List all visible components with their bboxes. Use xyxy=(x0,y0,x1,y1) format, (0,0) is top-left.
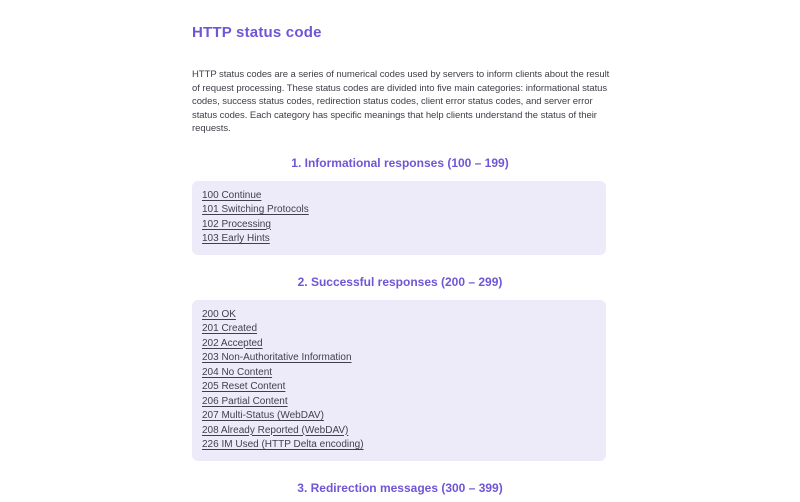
status-code-link[interactable]: 226 IM Used (HTTP Delta encoding) xyxy=(202,439,364,450)
status-code-link[interactable]: 205 Reset Content xyxy=(202,381,286,392)
status-list-informational xyxy=(192,181,606,255)
status-code-link[interactable]: 103 Early Hints xyxy=(202,233,270,244)
section-heading-informational: 1. Informational responses (100 – 199) xyxy=(291,155,509,170)
webpage xyxy=(0,24,800,502)
status-code-link[interactable]: 208 Already Reported (WebDAV) xyxy=(202,424,349,436)
status-code-link[interactable]: 101 Switching Protocols xyxy=(202,204,309,215)
status-list-successful xyxy=(192,300,606,461)
section-heading-successful: 2. Successful responses (200 – 299) xyxy=(297,274,503,289)
page-title: HTTP status code xyxy=(192,24,322,41)
status-code-link[interactable]: 102 Processing xyxy=(202,218,271,230)
status-code-link[interactable]: 203 Non-Authoritative Information xyxy=(202,352,352,363)
status-code-link[interactable]: 100 Continue xyxy=(202,189,262,201)
status-code-link[interactable]: 200 OK xyxy=(202,308,236,320)
intro-paragraph: HTTP status codes are a series of numerical codes used by servers to inform clients about the result of request processing. These status codes are divided into five main categories: informational status codes, success status codes, redirection status codes, client error status codes, and server error status codes. Each category has specific meanings that help clients understand the status of their requests. xyxy=(192,69,610,134)
status-code-link[interactable]: 207 Multi-Status (WebDAV) xyxy=(202,410,324,421)
section-heading-redirection: 3. Redirection messages (300 – 399) xyxy=(297,480,503,495)
status-code-link[interactable]: 206 Partial Content xyxy=(202,395,288,407)
content-column xyxy=(192,24,608,496)
status-code-link[interactable]: 202 Accepted xyxy=(202,337,263,349)
status-code-link[interactable]: 201 Created xyxy=(202,323,258,334)
status-code-link[interactable]: 204 No Content xyxy=(202,366,273,378)
